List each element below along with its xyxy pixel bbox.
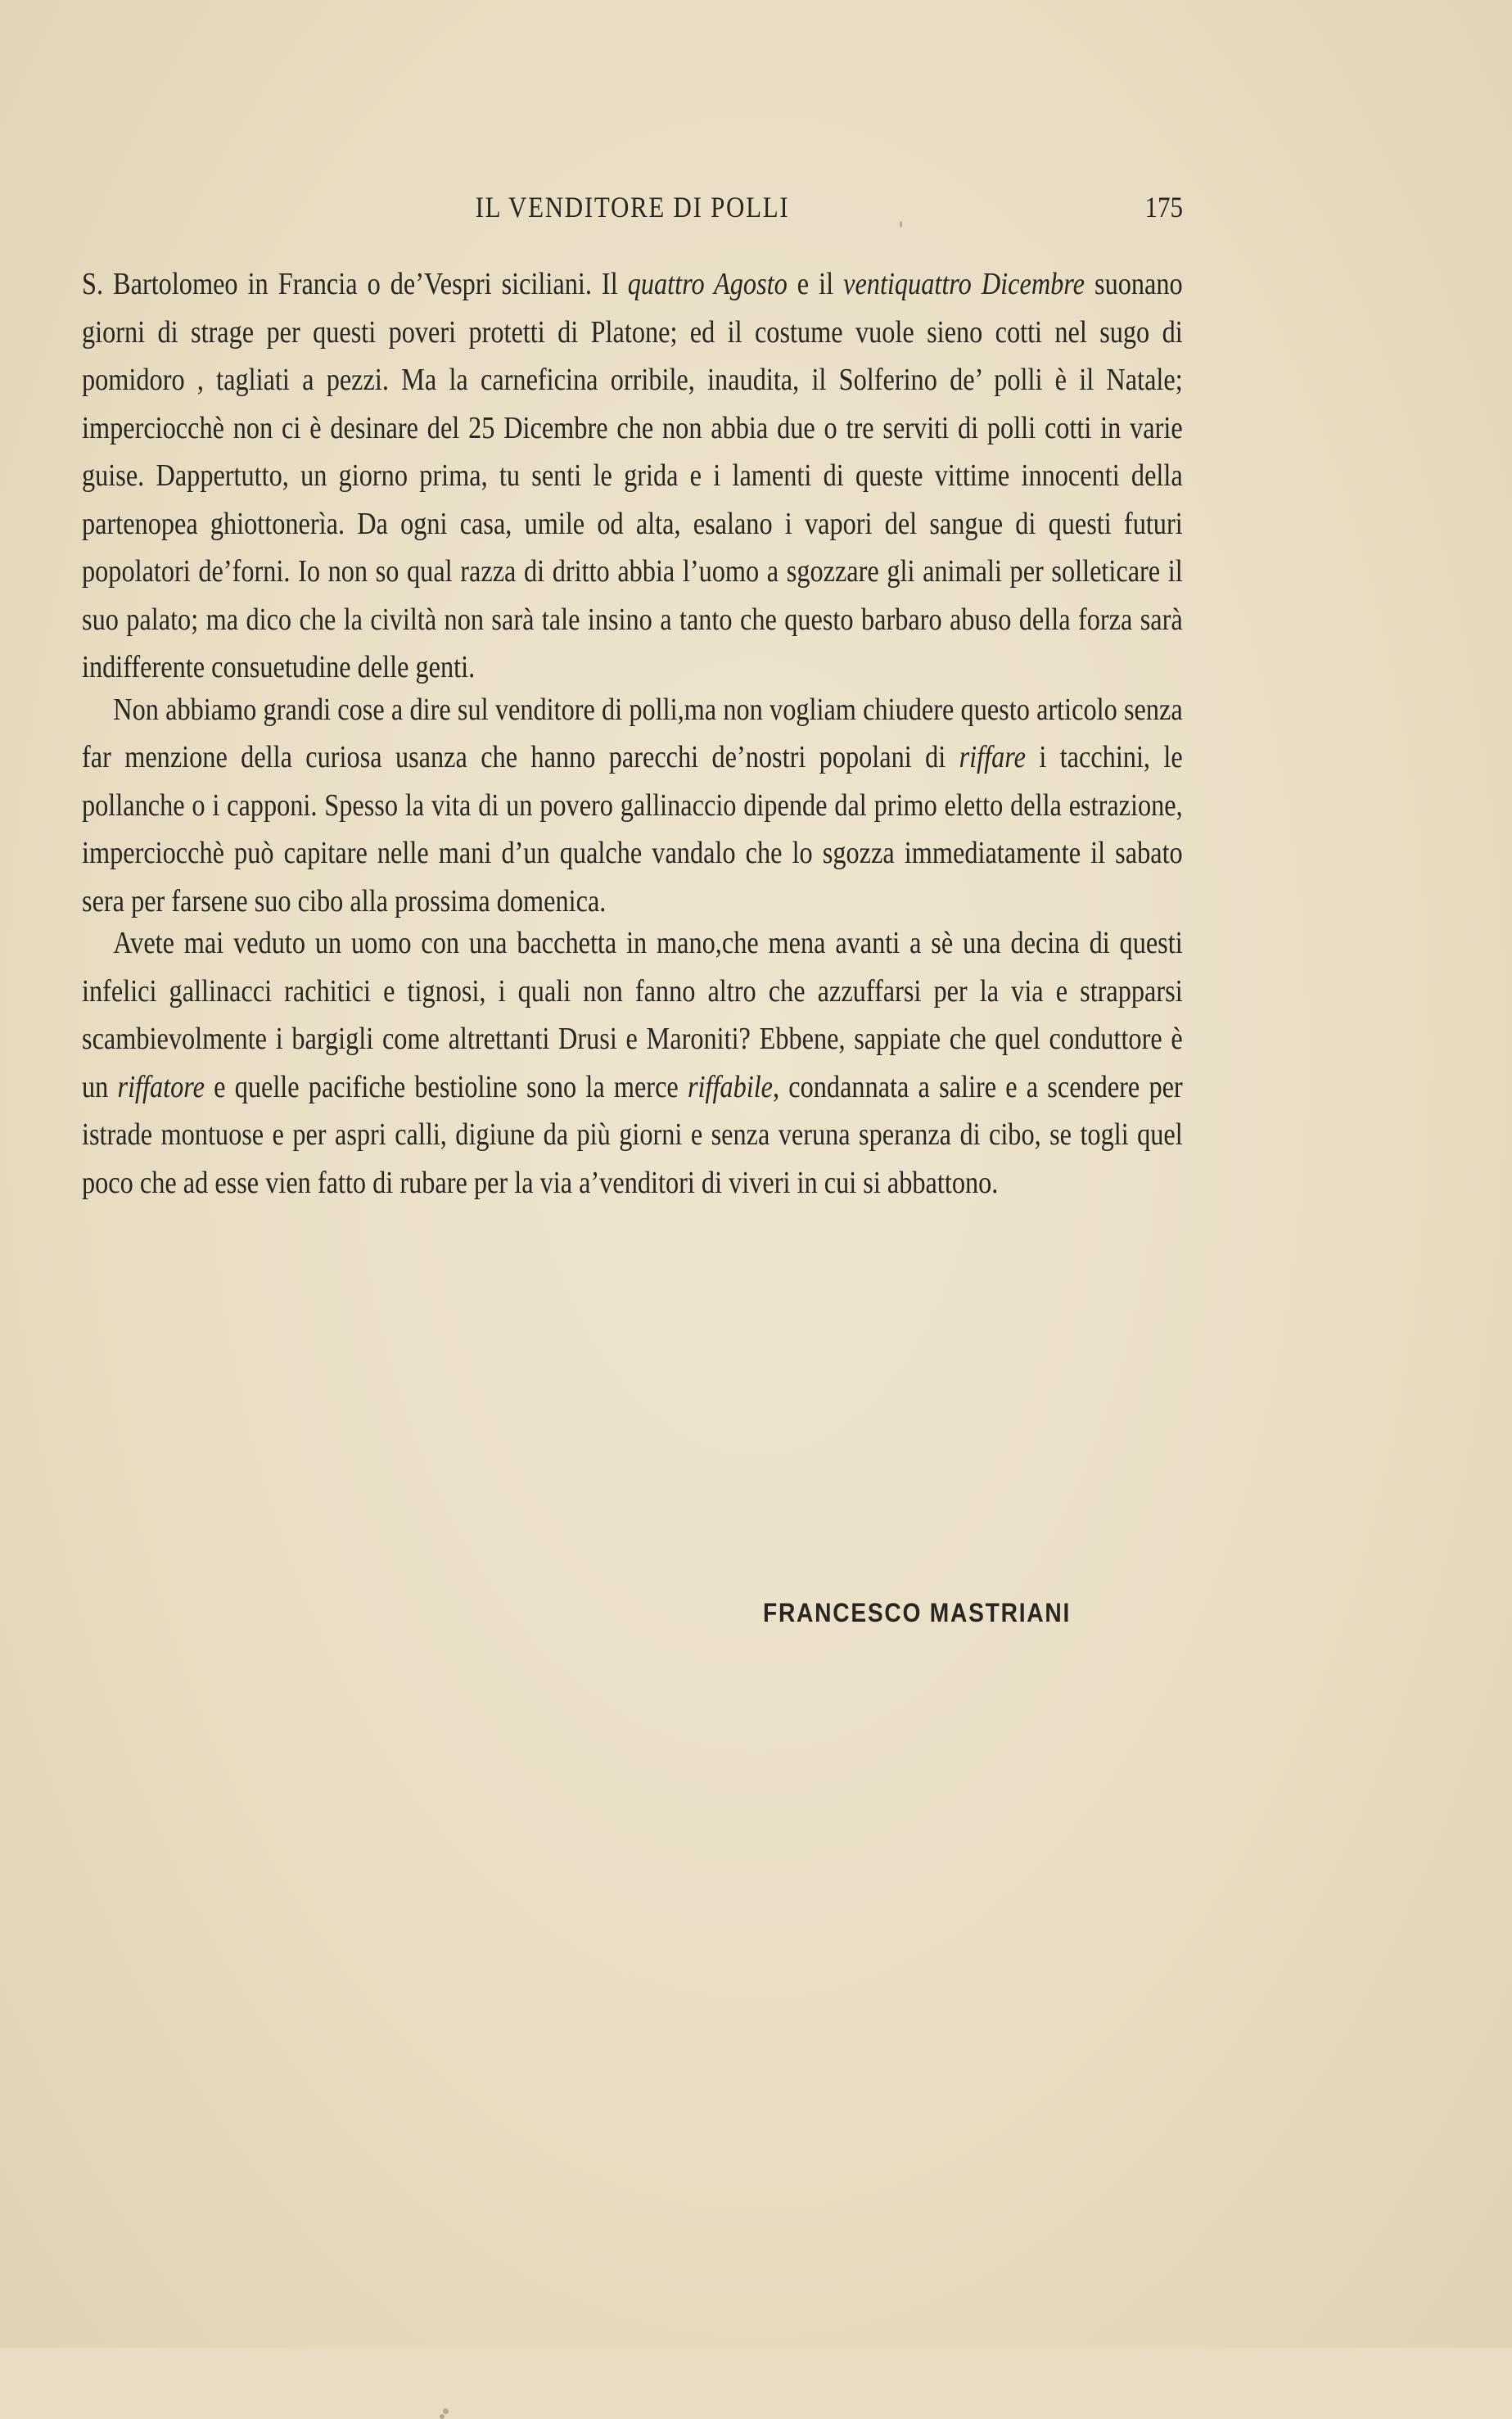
text-run: Non abbiamo grandi cose a dire sul venditore di polli,ma non vogliam chiudere questo articolo senza far menzione della curiosa usanza che hanno parecchi de’nostri popolani di [82, 692, 1183, 774]
paragraph [82, 919, 1183, 1207]
paragraph [82, 260, 1183, 692]
author-signature: FRANCESCO MASTRIANI [763, 1598, 1072, 1627]
paragraph [82, 686, 1183, 926]
page-number: 175 [1144, 191, 1183, 223]
italic-phrase: riffare [959, 740, 1026, 774]
running-head [82, 187, 1183, 228]
italic-phrase: ventiquattro Dicembre [843, 267, 1085, 301]
italic-phrase: riffatore [117, 1069, 205, 1104]
paper-speck [443, 2408, 449, 2414]
text-run: Avete mai veduto un uomo con una bacchetta in mano,che mena avanti a sè una decina di questi infelici gallinacci rachitici e tignosi, i quali non fanno altro che azzuffarsi per la via e strapparsi scambievolmente i bargigli come altrettanti Drusi e Maroniti? Ebbene, sappiate che quel conduttore è un [82, 926, 1183, 1104]
text-run: e il [787, 267, 844, 301]
italic-phrase: riffabile [687, 1069, 774, 1104]
text-run: e quelle pacifiche bestioline sono la merce [204, 1069, 688, 1104]
text-block [82, 260, 1183, 1207]
running-title: IL VENDITORE DI POLLI [475, 191, 790, 223]
italic-phrase: quattro Agosto [627, 267, 788, 301]
paper-speck [440, 2414, 445, 2419]
text-run: i tacchini, le pollanche o i capponi. Spesso la vita di un povero gallinaccio dipende dal primo eletto della estrazione, imperciocchè può capitare nelle mani d’un qualche vandalo che lo sgozza immediatamente il sabato sera per farsene suo cibo alla prossima domenica. [82, 740, 1183, 918]
paper-speck [900, 221, 902, 228]
text-run: suonano giorni di strage per questi poveri protetti di Platone; ed il costume vuole sieno cotti nel sugo di pomidoro , tagliati a pezzi. Ma la carneficina orribile, inaudita, il Solferino de’ polli è il Natale; imperciocchè non ci è desinare del 25 Dicembre che non abbia due o tre serviti di polli cotti in varie guise. Dappertutto, un giorno prima, tu senti le grida e i lamenti di queste vittime innocenti della partenopea ghiottonerìa. Da ogni casa, umile od alta, esalano i vapori del sangue di questi futuri popolatori de’forni. Io non so qual razza di dritto abbia l’uomo a sgozzare gli animali per solleticare il suo palato; ma dico che la civiltà non sarà tale insino a tanto che questo barbaro abuso della forza sarà indifferente consuetudine delle genti. [82, 267, 1183, 684]
text-run: , condannata a salire e a scendere per istrade montuose e per aspri calli, digiune da più giorni e senza veruna speranza di cibo, se togli quel poco che ad esse vien fatto di rubare per la via a’venditori di viveri in cui si abbattono. [82, 1069, 1183, 1200]
text-run: S. Bartolomeo in Francia o de’Vespri siciliani. Il [82, 267, 628, 301]
